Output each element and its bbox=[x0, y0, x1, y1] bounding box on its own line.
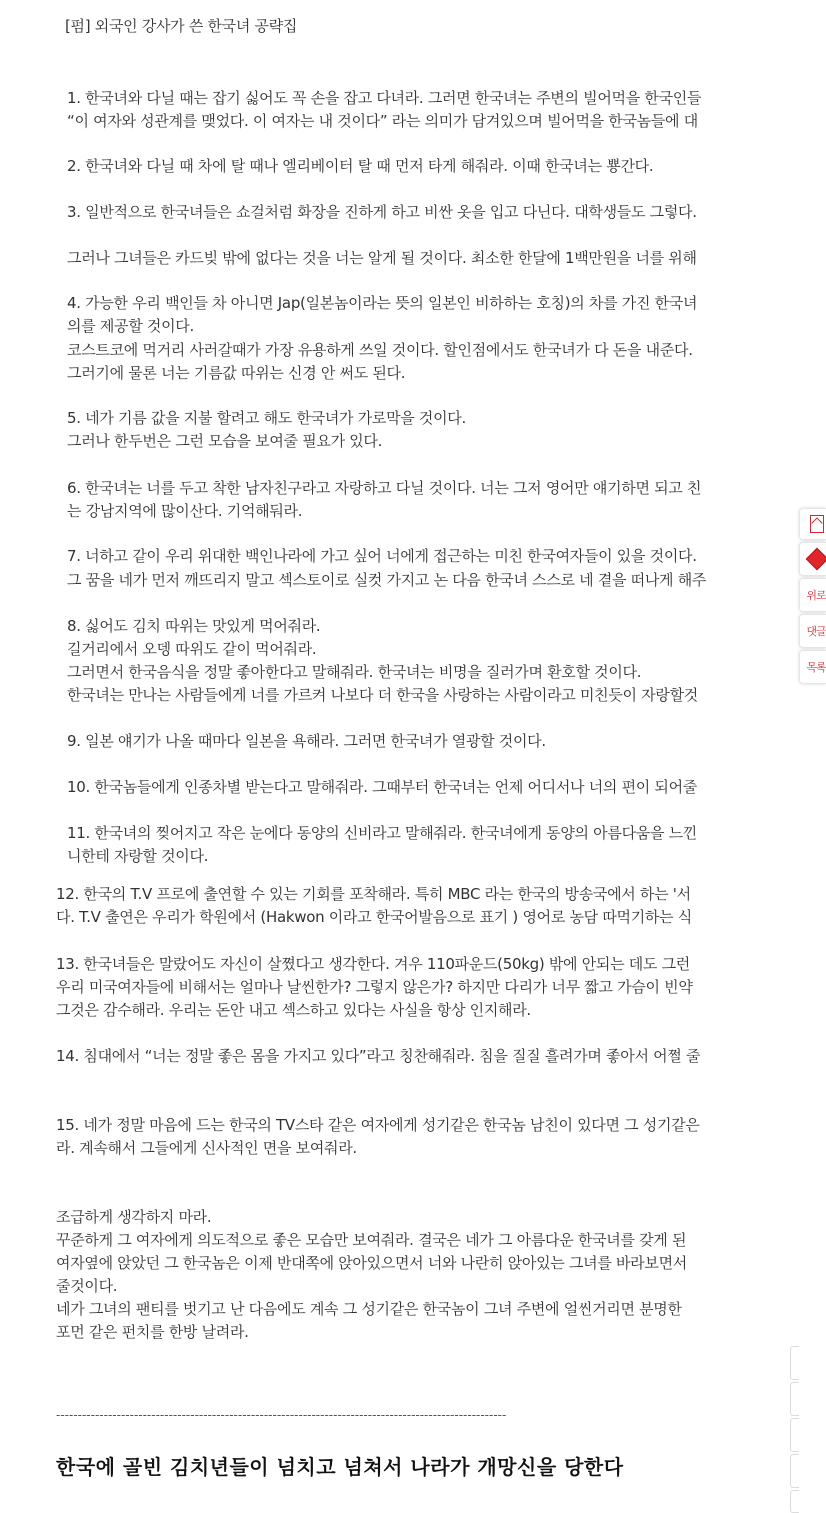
edge-tab[interactable] bbox=[790, 1418, 799, 1452]
post-line: 의를 제공할 것이다. bbox=[67, 317, 194, 335]
sidebar-button-top[interactable] bbox=[799, 578, 826, 612]
post-line: 1. 한국녀와 다닐 때는 잡기 싫어도 꼭 손을 잡고 다녀라. 그러면 한국녀는 주변의 빌어먹을 한국인들 bbox=[67, 89, 702, 107]
sidebar-button-list[interactable] bbox=[799, 650, 826, 684]
sidebar-label-top: 위로 bbox=[806, 589, 826, 602]
edge-tab[interactable] bbox=[790, 1454, 799, 1488]
post-line: 10. 한국놈들에게 인종차별 받는다고 말해줘라. 그때부터 한국녀는 언제 어디서나 너의 편이 되어줄 bbox=[67, 778, 697, 796]
post-line: 2. 한국녀와 다닐 때 차에 탈 때나 엘리베이터 탈 때 먼저 타게 해줘라. 이때 한국녀는 뿅간다. bbox=[67, 157, 654, 175]
sidebar-button-cube[interactable] bbox=[799, 542, 826, 576]
post-line: 길거리에서 오뎅 따위도 같이 먹어줘라. bbox=[67, 640, 317, 658]
divider bbox=[56, 1405, 660, 1425]
post-line: 꾸준하게 그 여자에게 의도적으로 좋은 모습만 보여줘라. 결국은 네가 그 아름다운 한국녀를 갖게 된 bbox=[56, 1231, 687, 1249]
sidebar-button-comments[interactable] bbox=[799, 614, 826, 648]
post-line: 6. 한국녀는 너를 두고 착한 남자친구라고 자랑하고 다닐 것이다. 너는 그저 영어만 얘기하면 되고 친 bbox=[67, 479, 702, 497]
post-line: 12. 한국의 T.V 프로에 출연할 수 있는 기회를 포착해라. 특히 MBC 라는 한국의 방송국에서 하는 '서 bbox=[56, 885, 691, 903]
edge-tab[interactable] bbox=[790, 1490, 799, 1513]
post-line: 네가 그녀의 팬티를 벗기고 난 다음에도 계속 그 성기같은 한국놈이 그녀 주변에 얼씬거리면 분명한 bbox=[56, 1300, 682, 1318]
post-line: 5. 네가 기름 값을 지불 할려고 해도 한국녀가 가로막을 것이다. bbox=[67, 409, 466, 427]
divider-text: -------------------------------------------------------------------------------------------------------- bbox=[56, 1408, 507, 1422]
post-title: [펌] 외국인 강사가 쓴 한국녀 공략집 bbox=[65, 17, 298, 35]
post-line: 그러나 한두번은 그런 모습을 보여줄 필요가 있다. bbox=[67, 432, 383, 450]
post-line: 그러나 그녀들은 카드빚 밖에 없다는 것을 너는 알게 될 것이다. 최소한 한달에 1백만원을 너를 위해 bbox=[67, 249, 697, 267]
post-line: 8. 싫어도 김치 따위는 맛있게 먹어줘라. bbox=[67, 617, 321, 635]
post-headline: 한국에 골빈 김치년들이 넘치고 넘쳐서 나라가 개망신을 당한다 bbox=[56, 1455, 624, 1479]
post-line: 다. T.V 출연은 우리가 학원에서 (Hakwon 이라고 한국어발음으로 표기 ) 영어로 농담 따먹기하는 식 bbox=[56, 908, 692, 926]
post-line: 코스트코에 먹거리 사러갈때가 가장 유용하게 쓰일 것이다. 할인점에서도 한국녀가 다 돈을 내준다. bbox=[67, 341, 693, 359]
post-line: 4. 가능한 우리 백인들 차 아니면 Jap(일본놈이라는 뜻의 일본인 비하하는 호칭)의 차를 가진 한국녀 bbox=[67, 294, 698, 312]
post-line: 15. 네가 정말 마음에 드는 한국의 TV스타 같은 여자에게 성기같은 한국놈 남친이 있다면 그 성기같은 bbox=[56, 1116, 700, 1134]
post-line: 줄것이다. bbox=[56, 1277, 118, 1295]
post-line: 여자옆에 앉았던 그 한국놈은 이제 반대쪽에 앉아있으면서 너와 나란히 앉아있는 그녀를 바라보면서 bbox=[56, 1254, 687, 1272]
sidebar-label-comments: 댓글 bbox=[806, 625, 826, 638]
post-line: 9. 일본 얘기가 나올 때마다 일본을 욕해라. 그러면 한국녀가 열광할 것이다. bbox=[67, 732, 546, 750]
cube-icon bbox=[806, 548, 826, 571]
edge-tab[interactable] bbox=[790, 1346, 799, 1380]
post-line: 7. 너하고 같이 우리 위대한 백인나라에 가고 싶어 너에게 접근하는 미친 한국여자들이 있을 것이다. bbox=[67, 547, 697, 565]
post-line: 포먼 같은 펀치를 한방 날려라. bbox=[56, 1323, 249, 1341]
post-line: 그러면서 한국음식을 정말 좋아한다고 말해줘라. 한국녀는 비명을 질러가며 환호할 것이다. bbox=[67, 663, 642, 681]
post-line: 는 강남지역에 많이산다. 기억해둬라. bbox=[67, 502, 303, 520]
post-line: 우리 미국여자들에 비해서는 얼마나 날씬한가? 그렇지 않은가? 하지만 다리가 너무 짧고 가슴이 빈약 bbox=[56, 978, 693, 996]
post-line: 그 꿈을 네가 먼저 깨뜨리지 말고 섹스토이로 실컷 가지고 논 다음 한국녀 스스로 네 곁을 떠나게 해주 bbox=[67, 571, 707, 589]
post-line: 조급하게 생각하지 마라. bbox=[56, 1208, 212, 1226]
sidebar-button-share[interactable] bbox=[799, 508, 826, 540]
post-line: 라. 계속해서 그들에게 신사적인 면을 보여줘라. bbox=[56, 1139, 357, 1157]
post-line: 13. 한국녀들은 말랐어도 자신이 살쪘다고 생각한다. 겨우 110파운드(50kg) 밖에 안되는 데도 그런 bbox=[56, 955, 690, 973]
post-line: 그것은 감수해라. 우리는 돈안 내고 섹스하고 있다는 사실을 항상 인지해라. bbox=[56, 1001, 531, 1019]
frame-icon bbox=[810, 515, 824, 533]
post-line: 11. 한국녀의 찢어지고 작은 눈에다 동양의 신비라고 말해줘라. 한국녀에게 동양의 아름다움을 느낀 bbox=[67, 824, 697, 842]
post-line: 14. 침대에서 “너는 정말 좋은 몸을 가지고 있다”라고 칭찬해줘라. 침을 질질 흘려가며 좋아서 어쩔 줄 bbox=[56, 1047, 701, 1065]
post-line: 3. 일반적으로 한국녀들은 쇼걸처럼 화장을 진하게 하고 비싼 옷을 입고 다닌다. 대학생들도 그렇다. bbox=[67, 203, 697, 221]
post-line: “이 여자와 성관계를 맺었다. 이 여자는 내 것이다” 라는 의미가 담겨있으며 빌어먹을 한국놈들에 대 bbox=[67, 112, 698, 130]
edge-tab[interactable] bbox=[790, 1382, 799, 1416]
post-line: 한국녀는 만나는 사람들에게 너를 가르켜 나보다 더 한국을 사랑하는 사람이라고 미친듯이 자랑할것 bbox=[67, 686, 698, 704]
sidebar-label-list: 목록 bbox=[806, 661, 826, 674]
post-line: 니한테 자랑할 것이다. bbox=[67, 847, 209, 865]
post-line: 그러기에 물론 너는 기름값 따위는 신경 안 써도 된다. bbox=[67, 364, 406, 382]
